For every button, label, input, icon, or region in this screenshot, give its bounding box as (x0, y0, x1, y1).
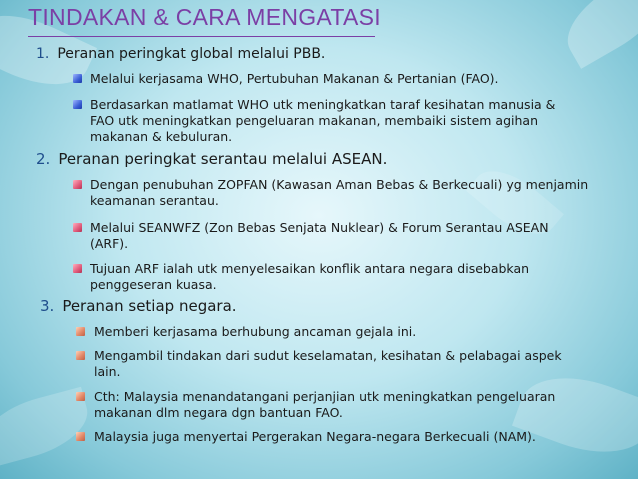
bullet-text-line: Melalui SEANWFZ (Zon Bebas Senjata Nuklear) & Forum Serantau ASEAN (90, 220, 549, 235)
square-bullet-icon (76, 392, 85, 401)
bullet-text-line: Dengan penubuhan ZOPFAN (Kawasan Aman Bebas & Berkecuali) yg menjamin (90, 177, 589, 192)
section-heading-text: Peranan setiap negara. (62, 297, 237, 315)
bullet-item (90, 71, 499, 87)
bullet-text-line: makanan & kebuluran. (90, 129, 233, 144)
bullet-item (90, 177, 588, 209)
bullet-text-line: (ARF). (90, 236, 129, 251)
bullet-text-line: Berdasarkan matlamat WHO utk meningkatkan taraf kesihatan manusia & (90, 97, 556, 112)
bullet-item (94, 429, 536, 445)
square-bullet-icon (73, 223, 82, 232)
bullet-text-line: Memberi kerjasama berhubung ancaman gejala ini. (94, 324, 417, 339)
bullet-text-line: Tujuan ARF ialah utk menyelesaikan konflik antara negara disebabkan (90, 261, 530, 276)
square-bullet-icon (73, 74, 82, 83)
section-heading-2 (36, 150, 387, 168)
bullet-text-line: lain. (94, 364, 121, 379)
bullet-item (90, 261, 529, 293)
square-bullet-icon (73, 100, 82, 109)
bullet-item (94, 389, 555, 421)
bullet-item (94, 348, 562, 380)
square-bullet-icon (76, 327, 85, 336)
bullet-item (90, 97, 555, 145)
bullet-text-line: Mengambil tindakan dari sudut keselamatan, kesihatan & pelabagai aspek (94, 348, 562, 363)
section-heading-3 (40, 297, 237, 315)
section-heading-text: Peranan peringkat serantau melalui ASEAN. (58, 150, 388, 168)
section-number: 2. (36, 150, 51, 168)
section-number: 3. (40, 297, 55, 315)
square-bullet-icon (76, 351, 85, 360)
square-bullet-icon (73, 180, 82, 189)
bullet-text-line: Malaysia juga menyertai Pergerakan Negara-negara Berkecuali (NAM). (94, 429, 536, 444)
square-bullet-icon (76, 432, 85, 441)
section-number: 1. (36, 46, 50, 62)
bullet-text-line: makanan dlm negara dgn bantuan FAO. (94, 405, 343, 420)
bullet-text-line: keamanan serantau. (90, 193, 219, 208)
bullet-text-line: Melalui kerjasama WHO, Pertubuhan Makanan & Pertanian (FAO). (90, 71, 499, 86)
square-bullet-icon (73, 264, 82, 273)
bullet-text-line: penggeseran kuasa. (90, 277, 217, 292)
section-heading-text: Peranan peringkat global melalui PBB. (57, 46, 326, 62)
section-heading-1 (36, 46, 325, 62)
bullet-item (94, 324, 416, 340)
bullet-item (90, 220, 549, 252)
bullet-text-line: Cth: Malaysia menandatangani perjanjian utk meningkatkan pengeluaran (94, 389, 556, 404)
slide-title: TINDAKAN & CARA MENGATASI (28, 4, 381, 30)
bullet-text-line: FAO utk meningkatkan pengeluaran makanan, membaiki sistem agihan (90, 113, 538, 128)
